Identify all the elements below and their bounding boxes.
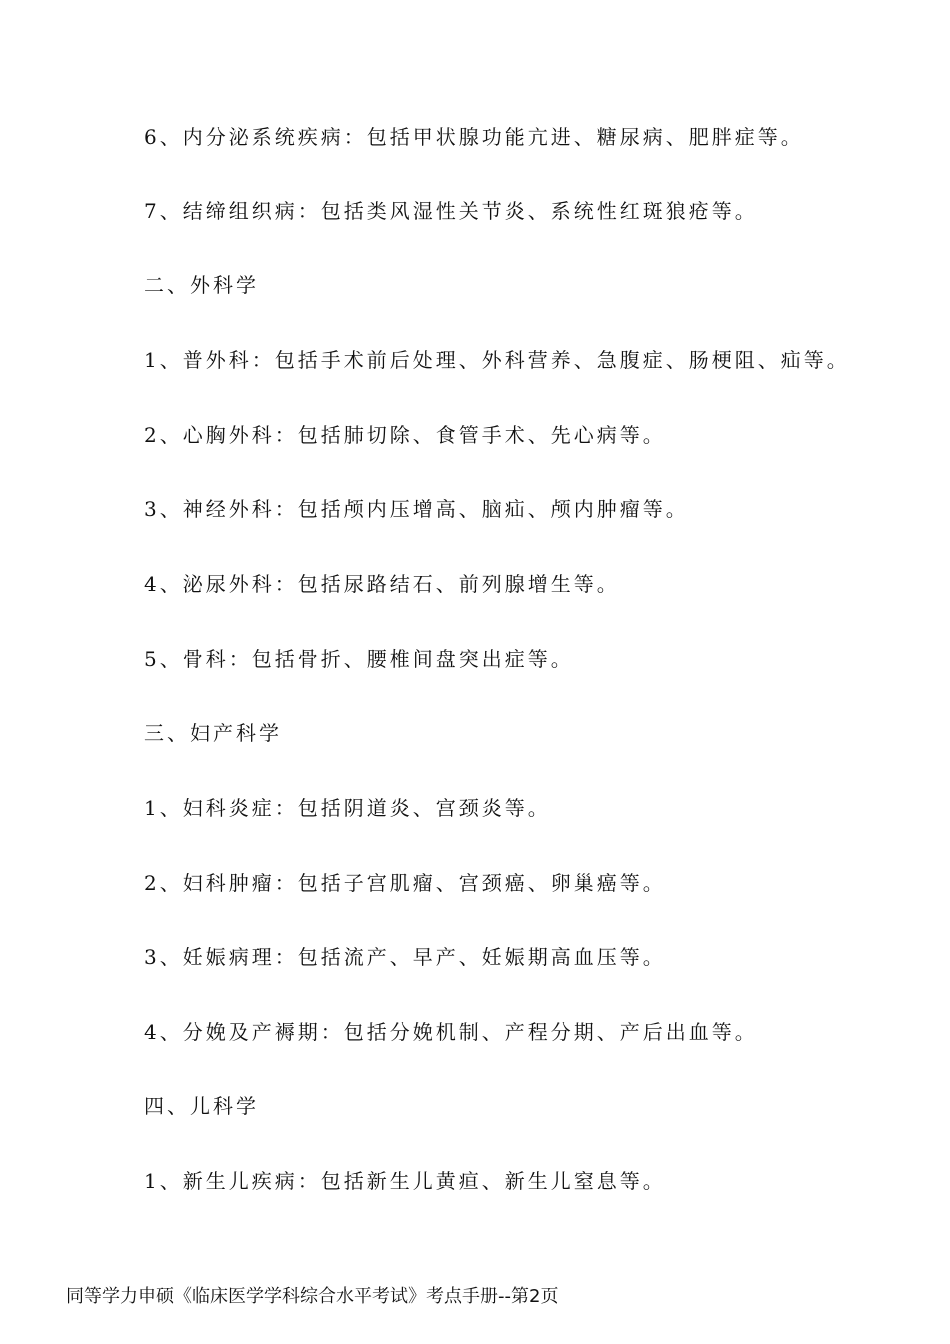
list-item-cardiothoracic: 2、心胸外科：包括肺切除、食管手术、先心病等。 <box>144 423 666 447</box>
list-item-neonatal: 1、新生儿疾病：包括新生儿黄疸、新生儿窒息等。 <box>144 1169 666 1193</box>
list-item-connective-tissue: 7、结缔组织病：包括类风湿性关节炎、系统性红斑狼疮等。 <box>144 199 758 223</box>
list-item-general-surgery: 1、普外科：包括手术前后处理、外科营养、急腹症、肠梗阻、疝等。 <box>144 348 850 372</box>
section-heading-obgyn: 三、妇产科学 <box>144 721 282 745</box>
page-footer: 同等学力申硕《临床医学学科综合水平考试》考点手册--第2页 <box>66 1286 559 1307</box>
list-item-delivery: 4、分娩及产褥期：包括分娩机制、产程分期、产后出血等。 <box>144 1020 758 1044</box>
list-item-urology: 4、泌尿外科：包括尿路结石、前列腺增生等。 <box>144 572 620 596</box>
list-item-gyn-inflammation: 1、妇科炎症：包括阴道炎、宫颈炎等。 <box>144 796 551 820</box>
list-item-orthopedics: 5、骨科：包括骨折、腰椎间盘突出症等。 <box>144 647 574 671</box>
list-item-endocrine: 6、内分泌系统疾病：包括甲状腺功能亢进、糖尿病、肥胖症等。 <box>144 125 804 149</box>
list-item-gyn-tumors: 2、妇科肿瘤：包括子宫肌瘤、宫颈癌、卵巢癌等。 <box>144 871 666 895</box>
list-item-neurosurgery: 3、神经外科：包括颅内压增高、脑疝、颅内肿瘤等。 <box>144 497 689 521</box>
section-heading-pediatrics: 四、儿科学 <box>144 1094 259 1118</box>
section-heading-surgery: 二、外科学 <box>144 273 259 297</box>
list-item-pregnancy-pathology: 3、妊娠病理：包括流产、早产、妊娠期高血压等。 <box>144 945 666 969</box>
